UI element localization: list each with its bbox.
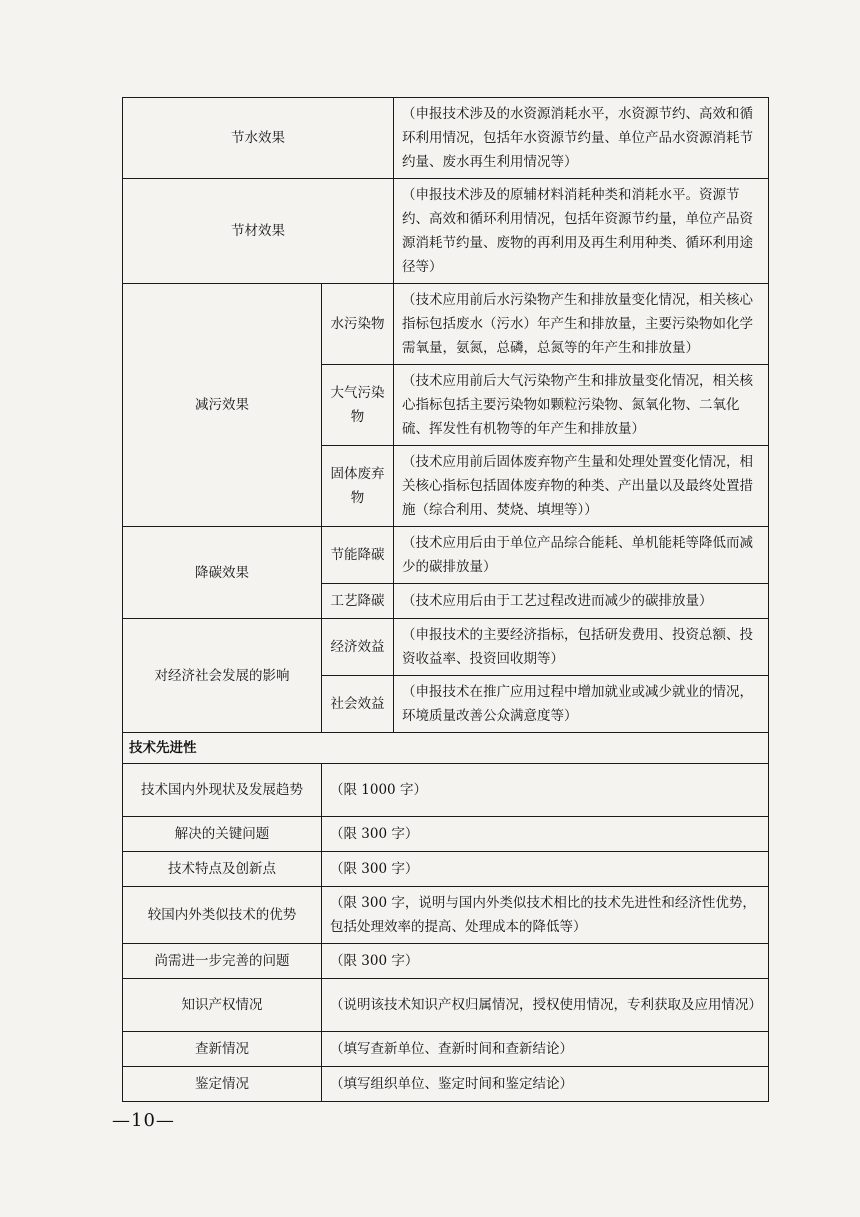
features-label: 技术特点及创新点: [123, 852, 322, 887]
table-row: [123, 1032, 769, 1067]
novelty-search-text: （填写查新单位、查新时间和查新结论）: [322, 1032, 769, 1067]
social-benefit-text: （申报技术在推广应用过程中增加就业或减少就业的情况，环境质量改善公众满意度等）: [394, 676, 769, 733]
page-number: —10—: [112, 1110, 175, 1131]
water-pollutant-label: 水污染物: [322, 284, 394, 365]
solid-waste-text: （技术应用前后固体废弃物产生量和处理处置变化情况，相关核心指标包括固体废弃物的种类、产出量以及最终处置措施（综合利用、焚烧、填埋等））: [394, 446, 769, 527]
application-form-table: [122, 97, 769, 1102]
table-row: [123, 527, 769, 584]
table-row: [123, 284, 769, 365]
table-row: [123, 733, 769, 764]
table-row: [123, 979, 769, 1032]
improvement-label: 尚需进一步完善的问题: [123, 944, 322, 979]
table-row: [123, 179, 769, 284]
material-saving-text: （申报技术涉及的原辅材料消耗种类和消耗水平。资源节约、高效和循环利用情况，包括年资源节约量，单位产品资源消耗节约量、废物的再利用及再生利用种类、循环利用途径等）: [394, 179, 769, 284]
key-problem-label: 解决的关键问题: [123, 817, 322, 852]
table-row: [123, 852, 769, 887]
status-trend-label: 技术国内外现状及发展趋势: [123, 764, 322, 817]
ip-text: （说明该技术知识产权归属情况，授权使用情况，专利获取及应用情况）: [322, 979, 769, 1032]
advantage-label: 较国内外类似技术的优势: [123, 887, 322, 944]
table-row: [123, 1067, 769, 1102]
economic-benefit-label: 经济效益: [322, 619, 394, 676]
status-trend-text: （限 1000 字）: [322, 764, 769, 817]
table-row: [123, 619, 769, 676]
features-text: （限 300 字）: [322, 852, 769, 887]
section-title-advanced: 技术先进性: [123, 733, 769, 764]
advantage-text: （限 300 字，说明与国内外类似技术相比的技术先进性和经济性优势，包括处理效率的提高、处理成本的降低等）: [322, 887, 769, 944]
process-carbon-label: 工艺降碳: [322, 584, 394, 619]
novelty-search-label: 查新情况: [123, 1032, 322, 1067]
energy-carbon-text: （技术应用后由于单位产品综合能耗、单机能耗等降低而减少的碳排放量）: [394, 527, 769, 584]
pollution-reduction-label: 减污效果: [123, 284, 322, 527]
table-row: [123, 98, 769, 179]
social-benefit-label: 社会效益: [322, 676, 394, 733]
table-row: [123, 764, 769, 817]
ip-label: 知识产权情况: [123, 979, 322, 1032]
economic-benefit-text: （申报技术的主要经济指标，包括研发费用、投资总额、投资收益率、投资回收期等）: [394, 619, 769, 676]
appraisal-label: 鉴定情况: [123, 1067, 322, 1102]
water-pollutant-text: （技术应用前后水污染物产生和排放量变化情况，相关核心指标包括废水（污水）年产生和排放量，主要污染物如化学需氧量，氨氮，总磷，总氮等的年产生和排放量）: [394, 284, 769, 365]
solid-waste-label: 固体废弃物: [322, 446, 394, 527]
appraisal-text: （填写组织单位、鉴定时间和鉴定结论）: [322, 1067, 769, 1102]
water-saving-text: （申报技术涉及的水资源消耗水平，水资源节约、高效和循环利用情况，包括年水资源节约量、单位产品水资源消耗节约量、废水再生利用情况等）: [394, 98, 769, 179]
air-pollutant-text: （技术应用前后大气污染物产生和排放量变化情况，相关核心指标包括主要污染物如颗粒污染物、氮氧化物、二氧化硫、挥发性有机物等的年产生和排放量）: [394, 365, 769, 446]
air-pollutant-label: 大气污染物: [322, 365, 394, 446]
socioeconomic-impact-label: 对经济社会发展的影响: [123, 619, 322, 733]
energy-carbon-label: 节能降碳: [322, 527, 394, 584]
key-problem-text: （限 300 字）: [322, 817, 769, 852]
table-row: [123, 944, 769, 979]
process-carbon-text: （技术应用后由于工艺过程改进而减少的碳排放量）: [394, 584, 769, 619]
carbon-reduction-label: 降碳效果: [123, 527, 322, 619]
table-row: [123, 817, 769, 852]
table-row: [123, 887, 769, 944]
improvement-text: （限 300 字）: [322, 944, 769, 979]
water-saving-label: 节水效果: [123, 98, 394, 179]
material-saving-label: 节材效果: [123, 179, 394, 284]
